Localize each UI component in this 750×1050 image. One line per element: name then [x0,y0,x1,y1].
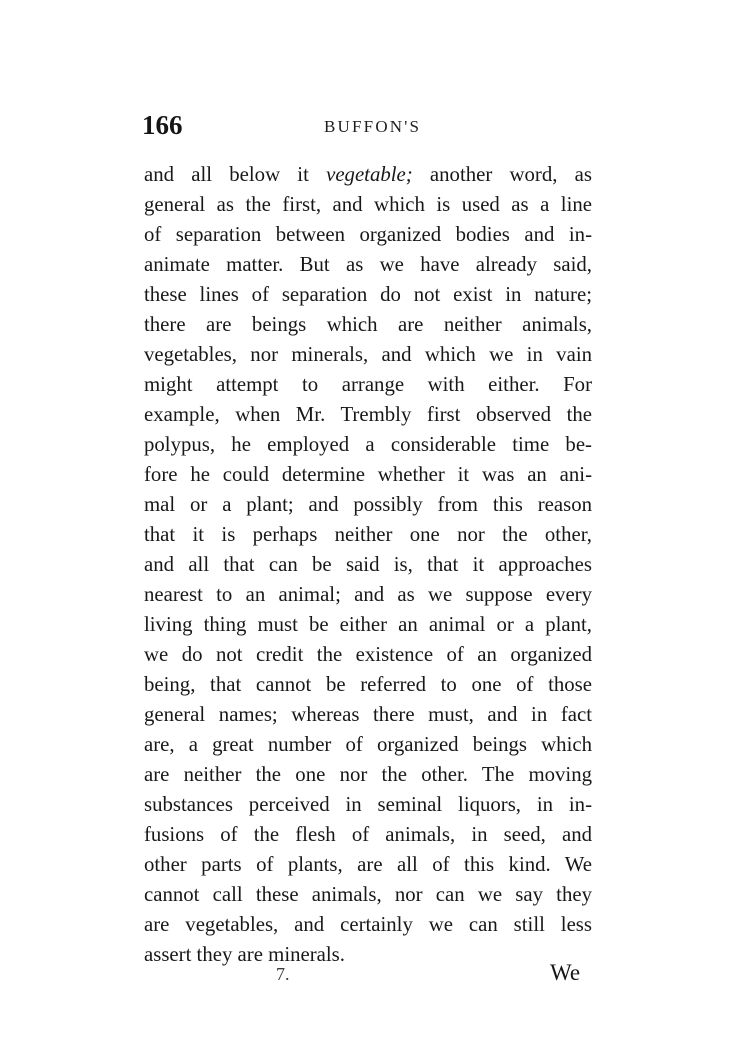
text-line: are, a great number of organized beings which [144,733,592,756]
text-line: living thing must be either an animal or a plant, [144,613,592,636]
text-line: of separation between organized bodies and in- [144,223,592,246]
text-line: we do not credit the existence of an organized [144,643,592,666]
text-line: these lines of separation do not exist in nature; [144,283,592,306]
text-line: mal or a plant; and possibly from this reason [144,493,592,516]
text-line: being, that cannot be referred to one of those [144,673,592,696]
text-line: fore he could determine whether it was an ani- [144,463,592,486]
text-line: fusions of the flesh of animals, in seed, and [144,823,592,846]
catchword: We [550,960,581,985]
signature-mark: 7. [276,964,290,984]
text-line: that it is perhaps neither one nor the other, [144,523,592,546]
text-line: animate matter. But as we have already said, [144,253,592,276]
text-line: are vegetables, and certainly we can still less [144,913,592,936]
page-header [140,108,600,142]
page-number: 166 [142,110,183,140]
text-line: are neither the one nor the other. The moving [144,763,592,786]
text-line: and all below it vegetable; another word, as [144,163,592,186]
text-line: other parts of plants, are all of this kind. We [144,853,592,876]
italic-word: vegetable; [326,163,413,186]
text-line: assert they are minerals. [144,943,345,966]
text-line: polypus, he employed a considerable time be- [144,433,592,456]
text-line: general as the first, and which is used as a line [144,193,592,216]
text-line: general names; whereas there must, and in fact [144,703,592,726]
text-line: there are beings which are neither animals, [144,313,592,336]
text-line: vegetables, nor minerals, and which we in vain [144,343,592,366]
text-line: might attempt to arrange with either. For [144,373,592,396]
text-line: example, when Mr. Trembly first observed the [144,403,592,426]
text-line: cannot call these animals, nor can we say they [144,883,592,906]
text-line: and all that can be said is, that it approaches [144,553,592,576]
running-head: BUFFON'S [324,117,422,136]
text-line: substances perceived in seminal liquors, in in- [144,793,592,816]
text-line: nearest to an animal; and as we suppose every [144,583,592,606]
